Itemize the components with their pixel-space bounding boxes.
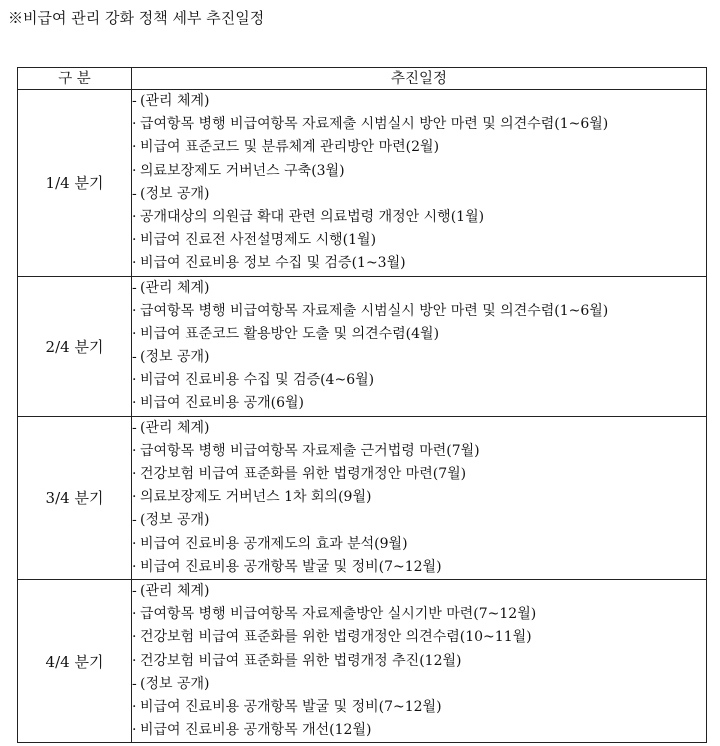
section-heading (132, 277, 706, 300)
bullet-marker: · (132, 372, 137, 389)
schedule-items-cell (132, 90, 707, 277)
section-heading (132, 183, 706, 206)
bullet-marker: · (132, 466, 137, 482)
item-text: 급여항목 병행 비급여항목 자료제출 시범실시 방안 마련 및 의견수렴(1~6월) (140, 116, 609, 133)
document-title: ※비급여 관리 강화 정책 세부 추진일정 (8, 9, 265, 27)
item-text: 건강보험 비급여 표준화를 위한 법령개정안 의견수렴(10~11월) (140, 629, 532, 646)
bullet-marker: · (132, 535, 137, 552)
bullet-marker: - (132, 582, 137, 599)
bullet-marker: · (132, 629, 137, 646)
item-text: 비급여 진료비용 공개제도의 효과 분석(9월) (140, 535, 408, 552)
item-text: 비급여 표준코드 및 분류체계 관리방안 마련(2월) (140, 139, 440, 156)
bullet-marker: · (132, 255, 137, 272)
schedule-item (132, 369, 706, 392)
item-text: (정보 공개) (140, 512, 210, 529)
schedule-item (132, 556, 706, 579)
item-text: (관리 체계) (140, 419, 210, 436)
item-text: 비급여 표준코드 활용방안 도출 및 의견수렴(4월) (140, 325, 440, 342)
section-heading (132, 509, 706, 532)
table-header-row (18, 68, 707, 90)
item-text: 공개대상의 의원급 확대 관련 의료법령 개정안 시행(1월) (140, 208, 485, 225)
bullet-marker: · (132, 698, 137, 715)
bullet-marker: · (132, 489, 137, 506)
bullet-marker: · (132, 208, 137, 225)
bullet-marker: · (132, 232, 137, 249)
bullet-marker: · (132, 395, 137, 412)
item-text: 건강보험 비급여 표준화를 위한 법령개정안 마련(7월) (140, 466, 467, 482)
table-row (18, 90, 707, 277)
quarter-cell: 2/4 분기 (18, 276, 132, 416)
bullet-marker: · (132, 302, 137, 319)
schedule-item (132, 252, 706, 275)
schedule-item (132, 603, 706, 626)
schedule-items-cell (132, 579, 707, 742)
bullet-marker: - (132, 675, 137, 692)
item-text: (정보 공개) (140, 185, 210, 202)
section-heading (132, 346, 706, 369)
bullet-marker: · (132, 442, 137, 459)
item-text: (관리 체계) (140, 582, 210, 599)
header-category: 구 분 (18, 68, 132, 90)
bullet-marker: - (132, 419, 137, 436)
schedule-items-cell (132, 276, 707, 416)
item-text: 의료보장제도 거버넌스 구축(3월) (140, 162, 345, 179)
schedule-item (132, 626, 706, 649)
schedule-item (132, 650, 706, 673)
section-heading (132, 90, 706, 113)
section-heading (132, 580, 706, 603)
schedule-items-cell (132, 416, 707, 579)
bullet-marker: - (132, 185, 137, 202)
schedule-item (132, 392, 706, 415)
schedule-item (132, 486, 706, 509)
schedule-item (132, 323, 706, 346)
item-text: (관리 체계) (140, 279, 210, 296)
item-text: 비급여 진료전 사전설명제도 시행(1월) (140, 232, 377, 249)
item-text: 비급여 진료비용 공개(6월) (140, 395, 304, 412)
section-heading (132, 417, 706, 440)
table-row (18, 416, 707, 579)
schedule-item (132, 719, 706, 742)
item-text: 비급여 진료비용 공개항목 발굴 및 정비(7~12월) (140, 698, 442, 715)
schedule-item (132, 440, 706, 463)
table-row (18, 276, 707, 416)
item-text: 건강보험 비급여 표준화를 위한 법령개정 추진(12월) (140, 652, 462, 669)
schedule-item (132, 533, 706, 556)
item-text: (정보 공개) (140, 349, 210, 366)
item-text: 비급여 진료비용 공개항목 발굴 및 정비(7~12월) (140, 558, 442, 575)
header-schedule: 추진일정 (132, 68, 707, 90)
bullet-marker: · (132, 325, 137, 342)
section-heading (132, 673, 706, 696)
bullet-marker: · (132, 606, 137, 623)
bullet-marker: · (132, 652, 137, 669)
item-text: 급여항목 병행 비급여항목 자료제출 시범실시 방안 마련 및 의견수렴(1~6월) (140, 302, 609, 319)
schedule-table (17, 67, 707, 743)
bullet-marker: · (132, 722, 137, 739)
quarter-cell: 3/4 분기 (18, 416, 132, 579)
bullet-marker: - (132, 93, 137, 109)
bullet-marker: - (132, 279, 137, 296)
item-text: (관리 체계) (140, 93, 210, 109)
item-text: 비급여 진료비용 수집 및 검증(4~6월) (140, 372, 375, 389)
quarter-cell: 1/4 분기 (18, 90, 132, 277)
bullet-marker: · (132, 139, 137, 156)
bullet-marker: · (132, 162, 137, 179)
schedule-item (132, 206, 706, 229)
quarter-cell: 4/4 분기 (18, 579, 132, 742)
bullet-marker: - (132, 512, 137, 529)
schedule-item (132, 113, 706, 136)
schedule-item (132, 696, 706, 719)
bullet-marker: - (132, 349, 137, 366)
item-text: 급여항목 병행 비급여항목 자료제출방안 실시기반 마련(7~12월) (140, 606, 537, 623)
item-text: 비급여 진료비용 공개항목 개선(12월) (140, 722, 372, 739)
item-text: (정보 공개) (140, 675, 210, 692)
item-text: 비급여 진료비용 정보 수집 및 검증(1~3월) (140, 255, 406, 272)
schedule-item (132, 300, 706, 323)
item-text: 의료보장제도 거버넌스 1차 회의(9월) (140, 489, 372, 506)
bullet-marker: · (132, 558, 137, 575)
schedule-item (132, 160, 706, 183)
table-row (18, 579, 707, 742)
schedule-item (132, 229, 706, 252)
schedule-item (132, 136, 706, 159)
schedule-item (132, 463, 706, 486)
bullet-marker: · (132, 116, 137, 133)
item-text: 급여항목 병행 비급여항목 자료제출 근거법령 마련(7월) (140, 442, 480, 459)
